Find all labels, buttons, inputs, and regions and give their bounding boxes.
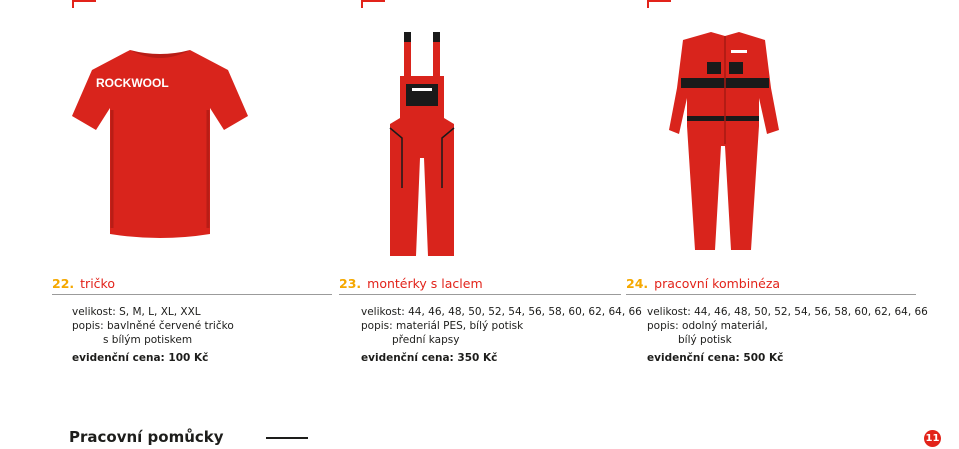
product-title: [52, 276, 115, 291]
spec-size: velikost: 44, 46, 48, 50, 52, 54, 56, 58, 60, 62, 64, 66: [361, 306, 642, 318]
product-name: tričko: [80, 276, 115, 291]
divider: [626, 294, 916, 295]
product-price: evidenční cena: 350 Kč: [361, 352, 498, 364]
product-price: evidenční cena: 500 Kč: [647, 352, 784, 364]
spec-size: velikost: 44, 46, 48, 50, 52, 54, 56, 58, 60, 62, 64, 66: [647, 306, 928, 318]
product-title: [626, 276, 780, 291]
tshirt-print-text: ROCKWOOL: [96, 76, 169, 90]
product-number: 24.: [626, 276, 649, 291]
footer-section-title: Pracovní pomůcky: [69, 428, 224, 446]
spec-description: popis: odolný materiál,: [647, 320, 768, 332]
divider: [52, 294, 332, 295]
coverall-image: [667, 26, 783, 254]
footer-line: [266, 437, 308, 439]
corner-mark-3: [647, 0, 671, 8]
product-name: pracovní kombinéza: [654, 276, 781, 291]
spec-description-2: bílý potisk: [678, 334, 732, 346]
product-title: [339, 276, 483, 291]
product-price: evidenční cena: 100 Kč: [72, 352, 209, 364]
spec-description-2: s bílým potiskem: [103, 334, 193, 346]
product-number: 23.: [339, 276, 362, 291]
corner-mark-1: [72, 0, 96, 8]
corner-mark-2: [361, 0, 385, 8]
divider: [339, 294, 621, 295]
spec-description: popis: materiál PES, bílý potisk: [361, 320, 524, 332]
product-number: 22.: [52, 276, 75, 291]
spec-description: popis: bavlněné červené tričko: [72, 320, 234, 332]
page-number: 11: [924, 430, 941, 447]
product-name: montérky s laclem: [367, 276, 483, 291]
bib-overalls-image: [382, 28, 462, 260]
spec-description-2: přední kapsy: [392, 334, 460, 346]
t-shirt-image: [60, 38, 260, 238]
spec-size: velikost: S, M, L, XL, XXL: [72, 306, 201, 318]
